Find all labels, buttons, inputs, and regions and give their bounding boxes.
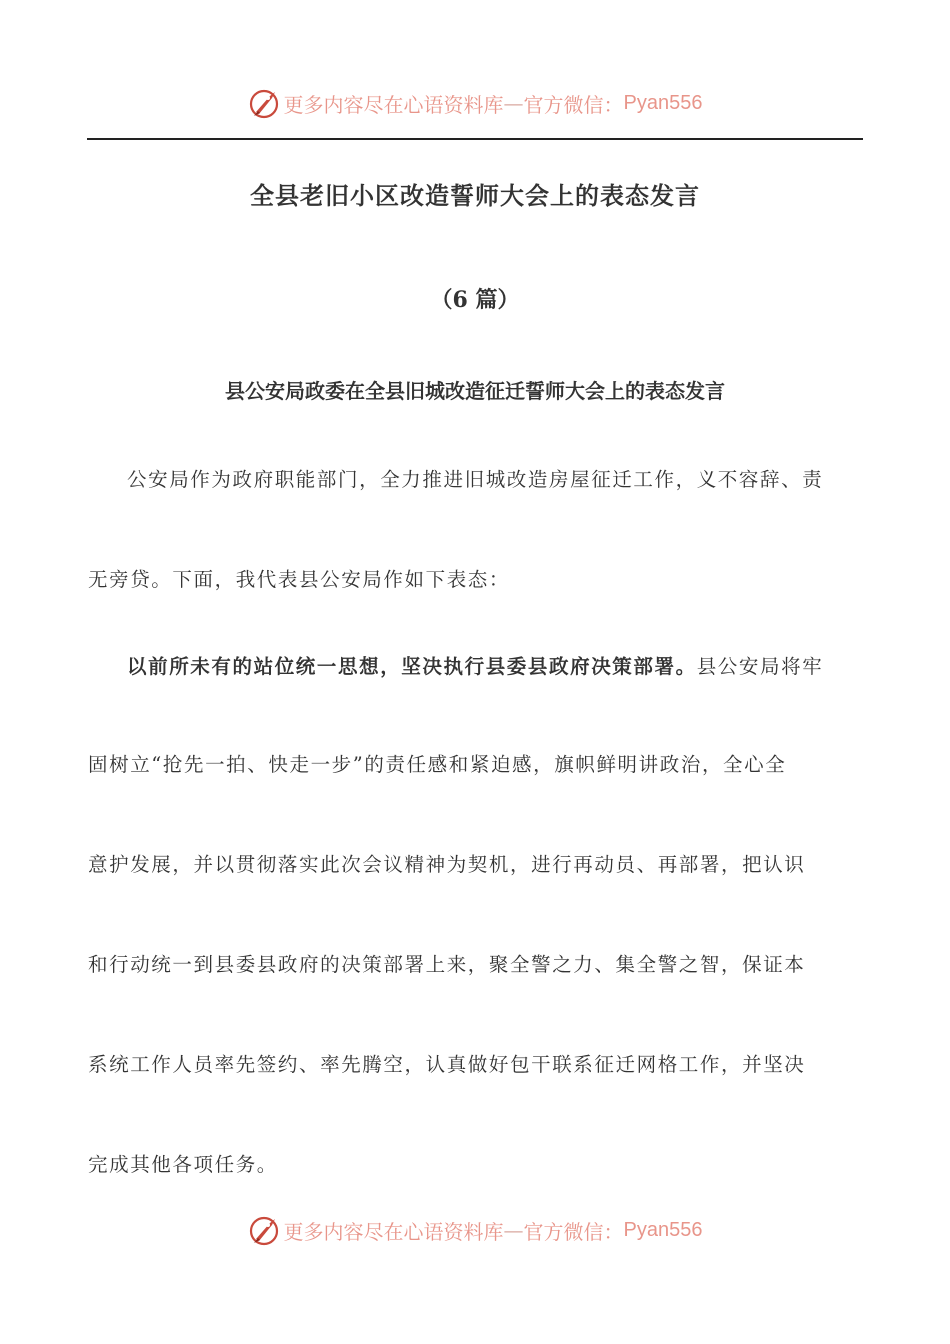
paragraph-text: 县公安局将牢 <box>696 655 824 678</box>
banner-main-text: 更多内容尽在心语资料库 <box>283 92 504 117</box>
banner-separator: — <box>503 1218 524 1242</box>
banner-separator: — <box>503 91 524 115</box>
document-title: 全县老旧小区改造誓师大会上的表态发言 <box>250 181 700 210</box>
pen-logo-icon <box>248 1213 282 1247</box>
banner-wechat-label: 官方微信： <box>523 92 624 117</box>
paragraph-line: 和行动统一到县委县政府的决策部署上来，聚全警之力、集全警之智，保证本 <box>88 953 806 976</box>
paragraph-line: 固树立“抢先一拍、快走一步”的责任感和紧迫感，旗帜鲜明讲政治，全心全 <box>88 753 787 776</box>
bold-lead-sentence: 以前所未有的站位统一思想，坚决执行县委县政府决策部署。 <box>127 655 697 678</box>
banner-wechat-label: 官方微信： <box>523 1219 624 1244</box>
paragraph-line: 无旁贷。下面，我代表县公安局作如下表态： <box>88 568 511 591</box>
paragraph-line: 意护发展，并以贯彻落实此次会议精神为契机，进行再动员、再部署，把认识 <box>88 853 806 876</box>
pen-logo-icon <box>248 86 282 120</box>
paragraph-line <box>127 651 863 679</box>
section-heading: 县公安局政委在全县旧城改造征迁誓师大会上的表态发言 <box>225 379 725 403</box>
banner-wechat-id: Pyan556 <box>623 91 703 114</box>
banner-wechat-id: Pyan556 <box>623 1218 703 1241</box>
paragraph-line: 公安局作为政府职能部门，全力推进旧城改造房屋征迁工作，义不容辞、责 <box>127 468 824 491</box>
paragraph-line: 完成其他各项任务。 <box>88 1153 278 1176</box>
banner-main-text: 更多内容尽在心语资料库 <box>283 1219 504 1244</box>
footer-banner <box>0 1210 950 1250</box>
header-divider <box>87 138 863 140</box>
paragraph-line: 系统工作人员率先签约、率先腾空，认真做好包干联系征迁网格工作，并坚决 <box>88 1053 806 1076</box>
document-subtitle: （6 篇） <box>430 287 520 313</box>
header-banner <box>0 83 950 123</box>
